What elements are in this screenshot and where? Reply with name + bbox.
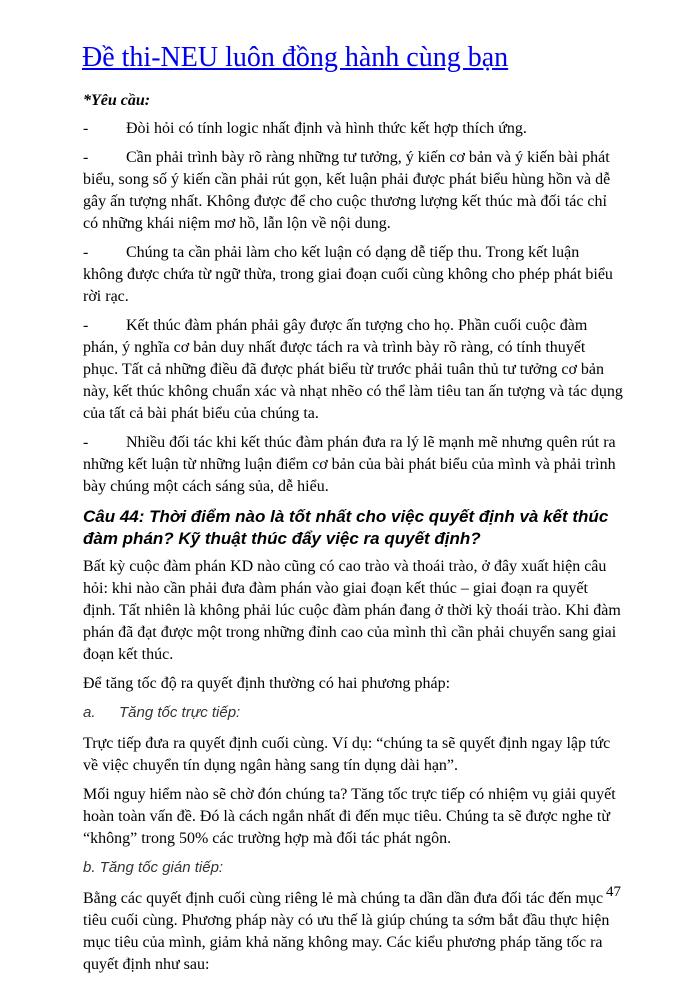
requirement-text: Chúng ta cần phải làm cho kết luận có dạng dễ tiếp thu. Trong kết luận không được chứa từ ngữ thừa, trong giai đoạn cuối cùng không cho phép phát biểu rời rạc. <box>83 244 613 305</box>
bullet-marker: - <box>83 120 89 137</box>
bullet-marker: - <box>83 149 89 166</box>
intro-paragraph: Bất kỳ cuộc đàm phán KD nào cũng có cao trào và thoái trào, ở đây xuất hiện câu hỏi: khi nào cần phải đưa đàm phán vào giai đoạn kết thúc – giai đoạn ra quyết định. Tất nhiên là không phải lúc cuộc đàm phán đang ở thời kỳ thoái trào. Khi đàm phán đã đạt được một trong những đỉnh cao của mình thì cần phải chuyển sang giai đoạn kết thúc. <box>83 558 621 663</box>
section-b-heading: b. Tăng tốc gián tiếp: <box>83 859 224 876</box>
requirement-text: Kết thúc đàm phán phải gây được ấn tượng cho họ. Phần cuối cuộc đàm phán, ý nghĩa cơ bản duy nhất được tách ra và trình bày rõ ràng, có tính thuyết phục. Tất cả những điều đã được phát biểu từ trước phải tuân thủ tư tưởng cơ bản này, kết thúc không chuẩn xác và nhạt nhẽo có thể làm tiêu tan ấn tượng và tác dụng của tất cả bài phát biểu của chúng ta. <box>83 317 623 422</box>
page-number: 47 <box>606 884 621 900</box>
requirement-item <box>83 147 623 235</box>
direct-paragraph-2: Mối nguy hiểm nào sẽ chờ đón chúng ta? Tăng tốc trực tiếp có nhiệm vụ giải quyết hoàn toàn vấn đề. Đó là cách ngắn nhất đi đến mục tiêu. Chúng ta sẽ được nghe từ “không” trong 50% các trường hợp mà đối tác phát ngôn. <box>83 786 616 847</box>
requirement-text: Cần phải trình bày rõ ràng những tư tưởng, ý kiến cơ bản và ý kiến bài phát biểu, song số ý kiến cần phải rút gọn, kết luận phải được phát biểu hùng hồn và dễ gây ấn tượng nhất. Không được để cho cuộc thương lượng kết thúc mà đối tác chỉ có những khái niệm mơ hồ, lẫn lộn về nội dung. <box>83 149 611 232</box>
requirement-text: Đòi hỏi có tính logic nhất định và hình thức kết hợp thích ứng. <box>126 120 527 137</box>
section-a-heading <box>83 702 623 724</box>
requirement-item <box>83 118 623 140</box>
section-a-title: Tăng tốc trực tiếp: <box>119 704 241 721</box>
header-title-link[interactable]: Đề thi-NEU luôn đồng hành cùng bạn <box>82 42 509 73</box>
section-a-marker: a. <box>83 704 96 721</box>
bullet-marker: - <box>83 434 89 451</box>
direct-paragraph-1: Trực tiếp đưa ra quyết định cuối cùng. Ví dụ: “chúng ta sẽ quyết định ngay lập tức về việc chuyển tín dụng ngân hàng sang tín dụng dài hạn”. <box>83 735 611 774</box>
requirement-item <box>83 242 623 308</box>
requirement-item <box>83 432 623 498</box>
question-heading: Câu 44: Thời điểm nào là tốt nhất cho việc quyết định và kết thúc đàm phán? Kỹ thuật thúc đẩy việc ra quyết định? <box>83 507 609 548</box>
requirement-item <box>83 315 623 425</box>
methods-intro-paragraph: Để tăng tốc độ ra quyết định thường có hai phương pháp: <box>83 675 451 692</box>
page-content <box>83 90 623 983</box>
bullet-marker: - <box>83 317 89 334</box>
bullet-marker: - <box>83 244 89 261</box>
indirect-paragraph-1: Bằng các quyết định cuối cùng riêng lẻ mà chúng ta dần dần đưa đối tác đến mục tiêu cuối cùng. Phương pháp này có ưu thế là giúp chúng ta sớm bắt đầu thực hiện mục tiêu của mình, giảm khả năng không may. Các kiểu phương pháp tăng tốc ra quyết định như sau: <box>83 890 610 973</box>
requirement-text: Nhiều đối tác khi kết thúc đàm phán đưa ra lý lẽ mạnh mẽ nhưng quên rút ra những kết luận từ những luận điểm cơ bản của bài phát biểu của mình và phải trình bày chúng một cách sáng sủa, dễ hiểu. <box>83 434 616 495</box>
requirements-label: *Yêu cầu: <box>83 92 151 109</box>
